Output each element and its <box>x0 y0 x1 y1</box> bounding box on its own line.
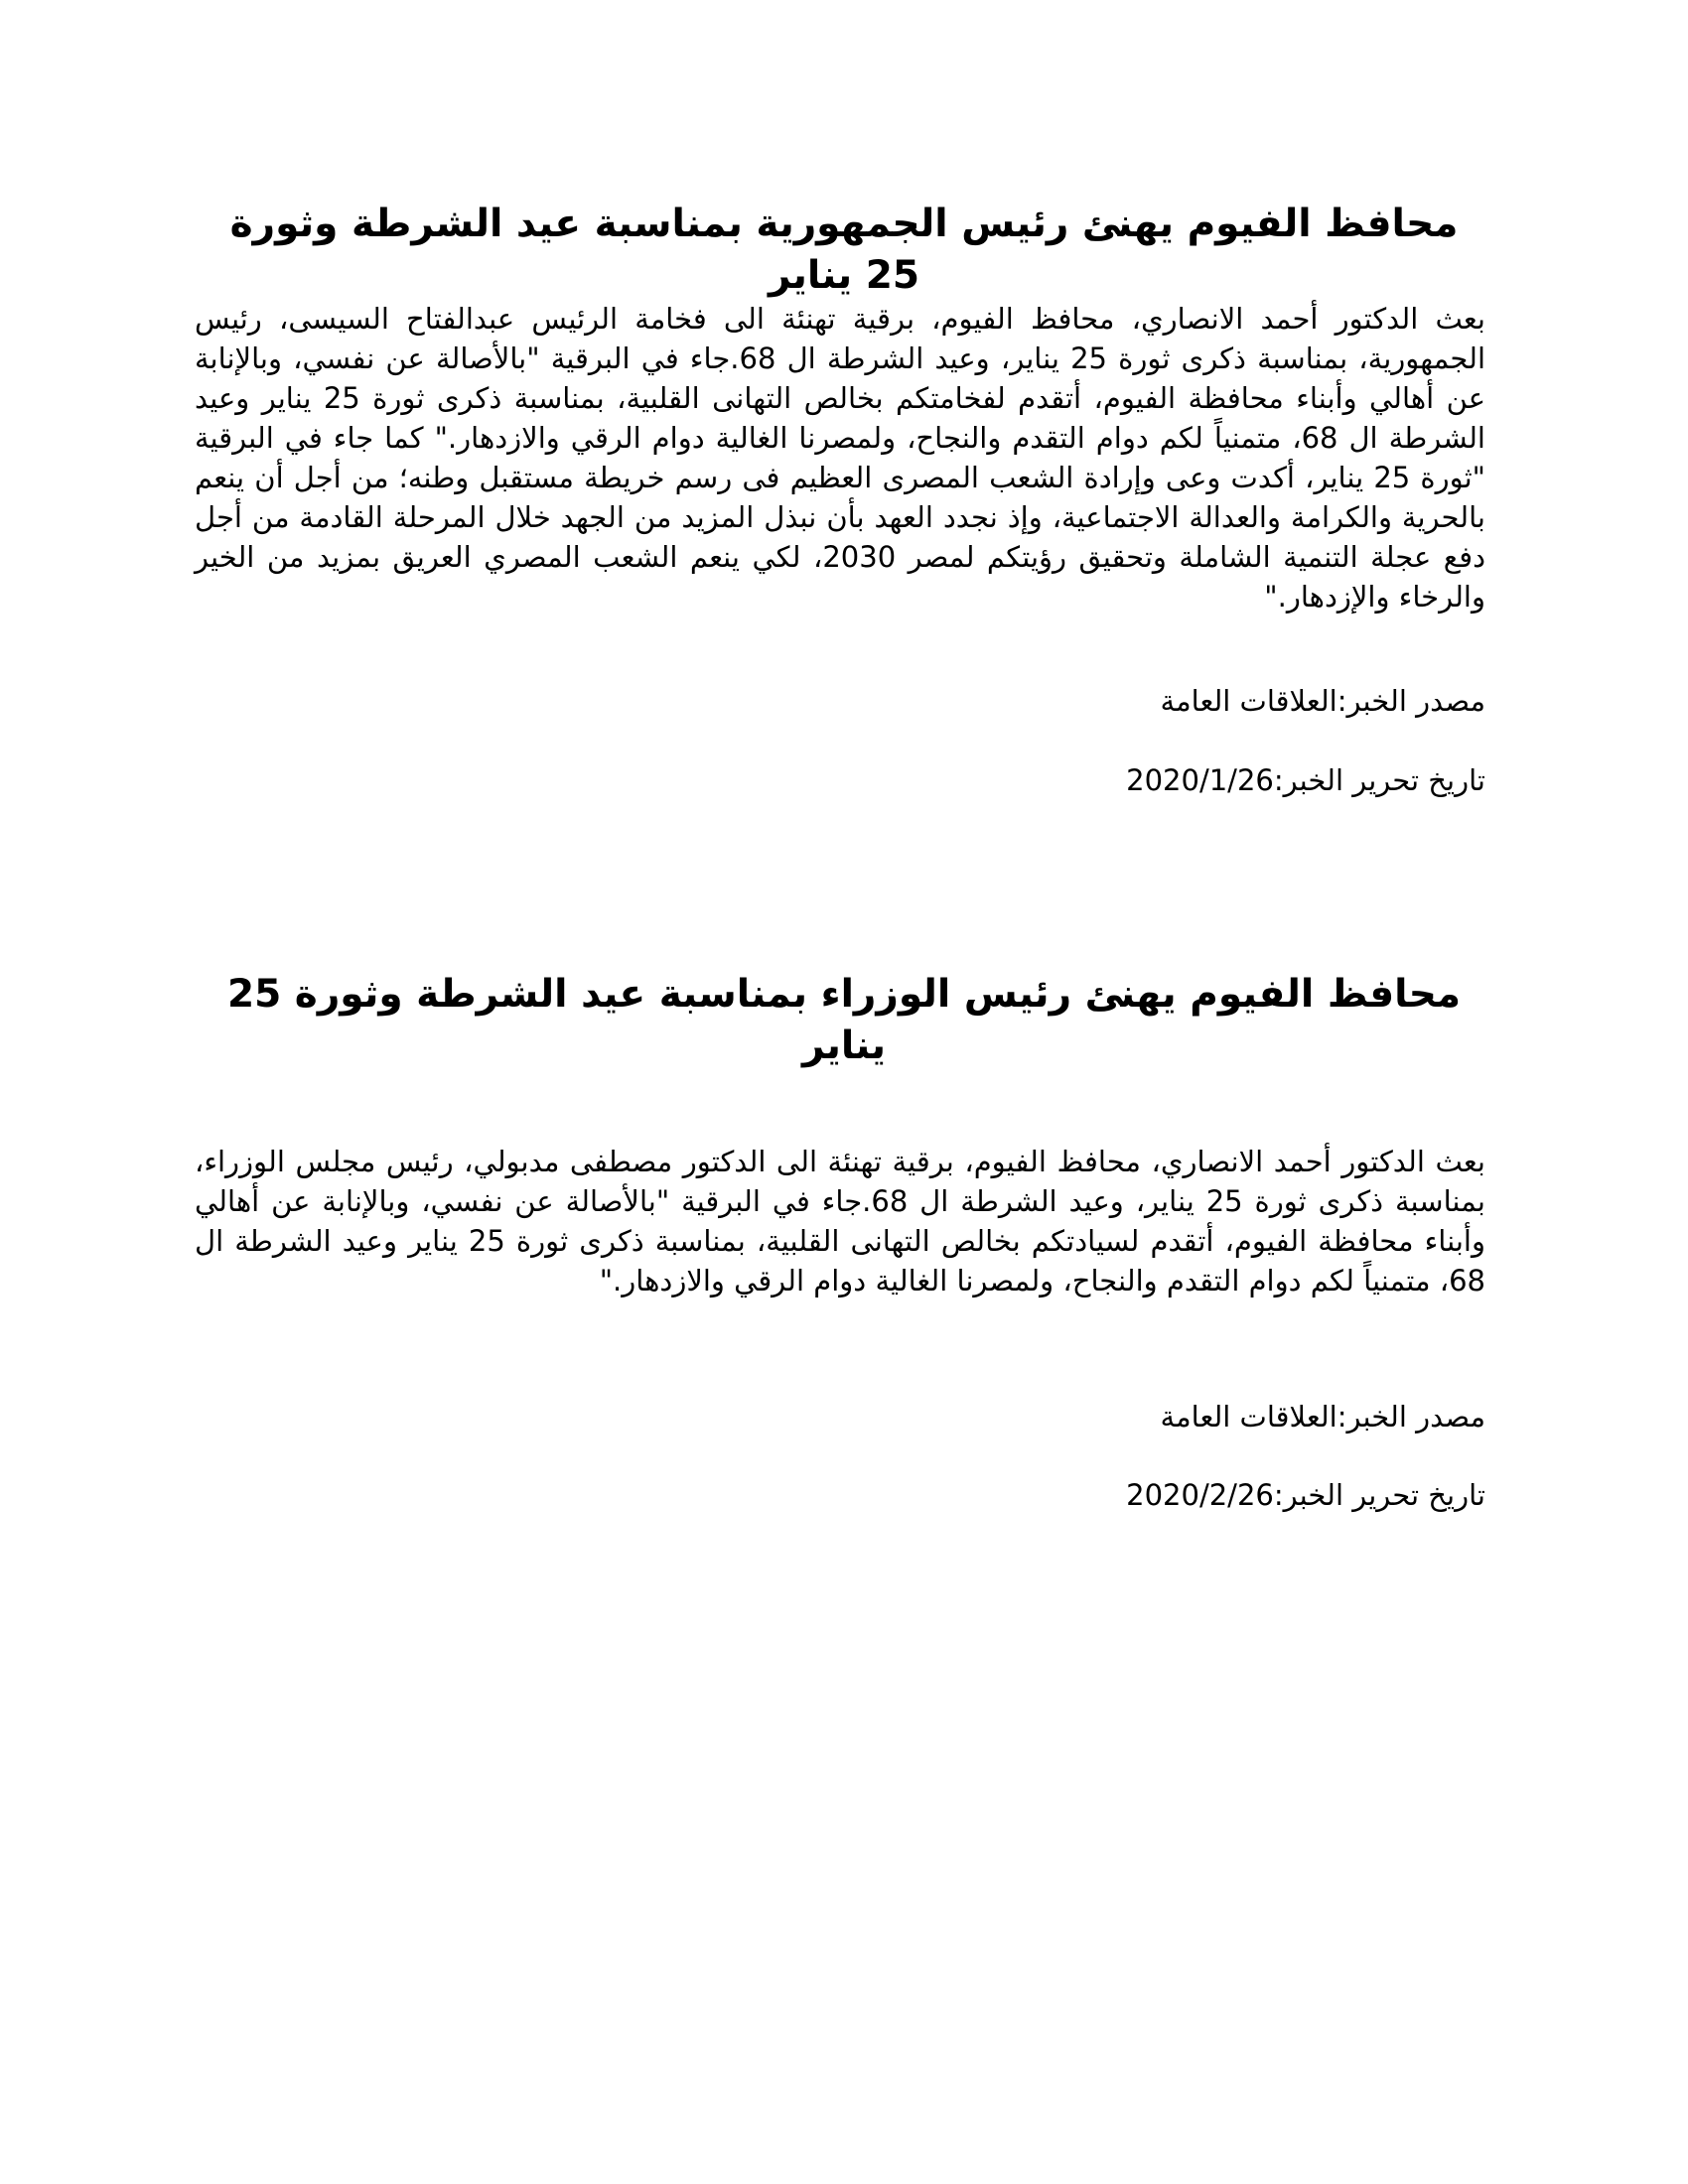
article-2-source: مصدر الخبر:العلاقات العامة <box>1160 1400 1485 1433</box>
article-2-date: تاريخ تحرير الخبر:2020/2/26 <box>1126 1478 1485 1512</box>
article-2-title: محافظ الفيوم يهنئ رئيس الوزراء بمناسبة عيد الشرطة وثورة 25 يناير <box>226 972 1462 1068</box>
article-1-body: بعث الدكتور أحمد الانصاري، محافظ الفيوم، برقية تهنئة الى فخامة الرئيس عبدالفتاح السيسى، رئيس الجمهورية، بمناسبة ذكرى ثورة 25 يناير، وعيد الشرطة ال 68.جاء في البرقية "بالأصالة عن نفسي، وبالإنابة عن أهالي وأبناء محافظة الفيوم، أتقدم لفخامتكم بخالص التهانى القلبية، بمناسبة ذكرى ثورة 25 يناير وعيد الشرطة ال 68، متمنياً لكم دوام التقدم والنجاح، ولمصرنا الغالية دوام الرقي والازدهار." كما جاء في البرقية "ثورة 25 يناير، أكدت وعى وإرادة الشعب المصرى العظيم فى رسم خريطة مستقبل وطنه؛ من أجل أن ينعم بالحرية والكرامة والعدالة الاجتماعية، وإذ نجدد العهد بأن نبذل المزيد من الجهد خلال المرحلة القادمة من أجل دفع عجلة التنمية الشاملة وتحقيق رؤيتكم لمصر 2030، لكي ينعم الشعب المصري العريق بمزيد من الخير والرخاء والإزدهار." <box>195 302 1486 614</box>
article-1-source: مصدر الخبر:العلاقات العامة <box>1160 684 1485 718</box>
article-2-body: بعث الدكتور أحمد الانصاري، محافظ الفيوم، برقية تهنئة الى الدكتور مصطفى مدبولي، رئيس مجلس الوزراء، بمناسبة ذكرى ثورة 25 يناير، وعيد الشرطة ال 68.جاء في البرقية "بالأصالة عن نفسي، وبالإنابة عن أهالي وأبناء محافظة الفيوم، أتقدم لسيادتكم بخالص التهانى القلبية، بمناسبة ذكرى ثورة 25 يناير وعيد الشرطة ال 68، متمنياً لكم دوام التقدم والنجاح، ولمصرنا الغالية دوام الرقي والازدهار." <box>195 1145 1485 1297</box>
article-1-date: تاريخ تحرير الخبر:2020/1/26 <box>1126 763 1485 797</box>
article-1-title: محافظ الفيوم يهنئ رئيس الجمهورية بمناسبة عيد الشرطة وثورة 25 يناير <box>229 202 1459 298</box>
